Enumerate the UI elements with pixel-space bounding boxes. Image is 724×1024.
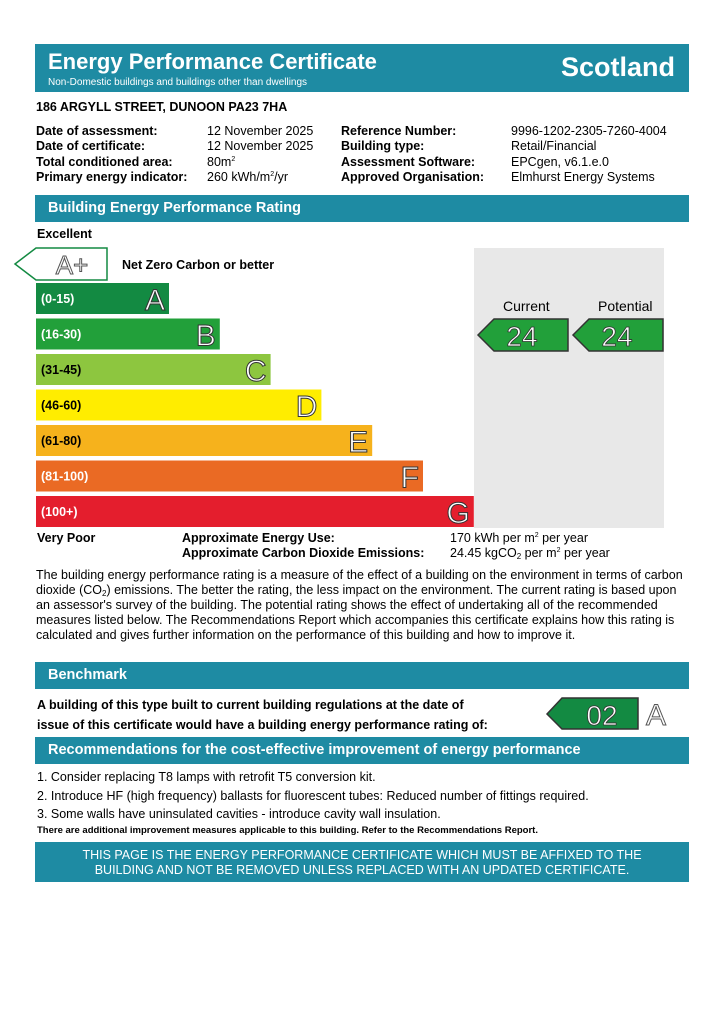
conditioned-area-label: Total conditioned area:	[36, 154, 173, 169]
rating-band-range: (31-45)	[41, 363, 82, 377]
assessment-date-label: Date of assessment:	[36, 124, 158, 138]
rating-description: The building energy performance rating is a measure of the effect of a building on the environment in terms of carbon dioxide $(CO_2)$ emissions. The better the rating, the less impact on the environment. The current rating is based upon an assessor's survey of the building. The potential rating shows the effect of undertaking all of the recommended measures listed below. The Recommendations Report which accompanies this certificate explains how this rating is calculated and gives further information on the performance of this building and how to improve it.	[36, 568, 683, 642]
aplus-letter: A+	[55, 250, 89, 280]
rating-band-letter: D	[295, 390, 318, 424]
recommendation-item: 3. Some walls have uninsulated cavities - introduce cavity wall insulation.	[37, 807, 441, 821]
energy-use-label: Approximate Energy Use:	[182, 531, 335, 545]
rating-band-e	[36, 425, 372, 459]
rating-band-letter: E	[348, 426, 369, 459]
potential-rating-arrow	[573, 319, 663, 352]
excellent-label: Excellent	[37, 227, 92, 241]
rating-band-letter: C	[244, 355, 267, 388]
co2-emissions-label: Approximate Carbon Dioxide Emissions:	[182, 546, 425, 560]
rating-band-c	[36, 354, 271, 388]
rating-band-g	[36, 496, 474, 530]
rating-band-bar	[36, 425, 372, 456]
approved-organisation-label: Approved Organisation:	[341, 169, 485, 184]
assessment-software-label: Assessment Software:	[341, 154, 476, 169]
current-column-label: Current	[503, 298, 550, 314]
very-poor-label: Very Poor	[37, 531, 96, 545]
rating-band-letter: F	[400, 461, 419, 495]
current-rating-value: 24	[506, 321, 538, 352]
certificate-date-value: 12 November 2025	[207, 139, 314, 154]
recommendations-note: There are additional improvement measures applicable to this building. Refer to the Recommendations Report.	[37, 824, 538, 836]
potential-column-label: Potential	[598, 298, 653, 314]
building-type-label: Building type:	[341, 139, 425, 154]
rating-band-letter: A	[144, 284, 165, 317]
current-rating-arrow	[478, 319, 568, 352]
certificate-title: Energy Performance Certificate	[48, 49, 377, 74]
property-address: 186 ARGYLL STREET, DUNOON PA23 7HA	[36, 100, 288, 114]
rating-band-f	[36, 461, 423, 495]
footer-notice	[35, 842, 689, 882]
rating-band-range: (100+)	[41, 505, 78, 519]
benchmark-line-2: issue of this certificate would have a building energy performance rating of:	[37, 718, 488, 732]
primary-energy-label: Primary energy indicator:	[36, 169, 188, 184]
reference-number-value: 9996-1202-2305-7260-4004	[511, 124, 667, 138]
rating-band-bar	[36, 461, 423, 492]
potential-rating-value: 24	[601, 321, 633, 352]
energy-use-value: 170 kWh per $m^2$ per year	[450, 531, 589, 545]
recommendation-item: 1. Consider replacing T8 lamps with retrofit T5 conversion kit.	[37, 770, 376, 784]
benchmark-section-header: Benchmark	[35, 662, 689, 689]
benchmark-line-1: A building of this type built to current building regulations at the date of	[37, 698, 464, 712]
rating-band-letter: B	[195, 319, 216, 353]
benchmark-letter: A	[645, 699, 667, 732]
rating-band-range: (16-30)	[41, 327, 82, 342]
rating-band-range: (61-80)	[41, 434, 82, 448]
rating-band-bar	[36, 496, 474, 527]
certificate-date-label: Date of certificate:	[36, 139, 146, 154]
conditioned-area-value: $80m^2$	[207, 154, 236, 169]
reference-number-label: Reference Number:	[341, 124, 457, 138]
rating-band-d	[36, 390, 321, 424]
aplus-band	[15, 248, 107, 280]
rating-bands	[36, 283, 474, 530]
net-zero-label: Net Zero Carbon or better	[122, 258, 275, 272]
benchmark-value: 02	[586, 700, 618, 731]
rating-band-range: (0-15)	[41, 292, 75, 306]
rating-band-b	[36, 319, 220, 353]
primary-energy-value: 260 kWh/$m^2/yr$	[207, 169, 289, 184]
building-type-value: Retail/Financial	[511, 139, 597, 154]
assessment-date-value: 12 November 2025	[207, 124, 314, 138]
rating-band-letter: G	[446, 497, 470, 530]
rating-band-range: (46-60)	[41, 398, 82, 413]
co2-emissions-value: 24.45 kgCO$_2$ per $m^2$ per year	[450, 546, 610, 561]
approved-organisation-value: Elmhurst Energy Systems	[511, 169, 655, 184]
footer-line-2: BUILDING AND NOT BE REMOVED UNLESS REPLACED WITH AN UPDATED CERTIFICATE.	[94, 863, 630, 877]
recommendation-item: 2. Introduce HF (high frequency) ballasts for fluorescent tubes: Reduced number of fittings required.	[37, 788, 589, 803]
recommendations-list	[37, 768, 589, 838]
rating-section-header: Building Energy Performance Rating	[35, 195, 689, 222]
rating-band-a	[36, 283, 169, 317]
benchmark-rating	[540, 694, 680, 734]
region-label: Scotland	[560, 52, 675, 82]
certificate-subtitle: Non-Domestic buildings and buildings other than dwellings	[48, 77, 308, 88]
assessment-software-value: EPCgen, v6.1.e.0	[511, 154, 609, 169]
rating-band-range: (81-100)	[41, 469, 89, 484]
recommendations-section-header: Recommendations for the cost-effective improvement of energy performance	[35, 737, 689, 764]
footer-line-1: THIS PAGE IS THE ENERGY PERFORMANCE CERTIFICATE WHICH MUST BE AFFIXED TO THE	[82, 848, 642, 862]
benchmark-text	[37, 695, 488, 735]
